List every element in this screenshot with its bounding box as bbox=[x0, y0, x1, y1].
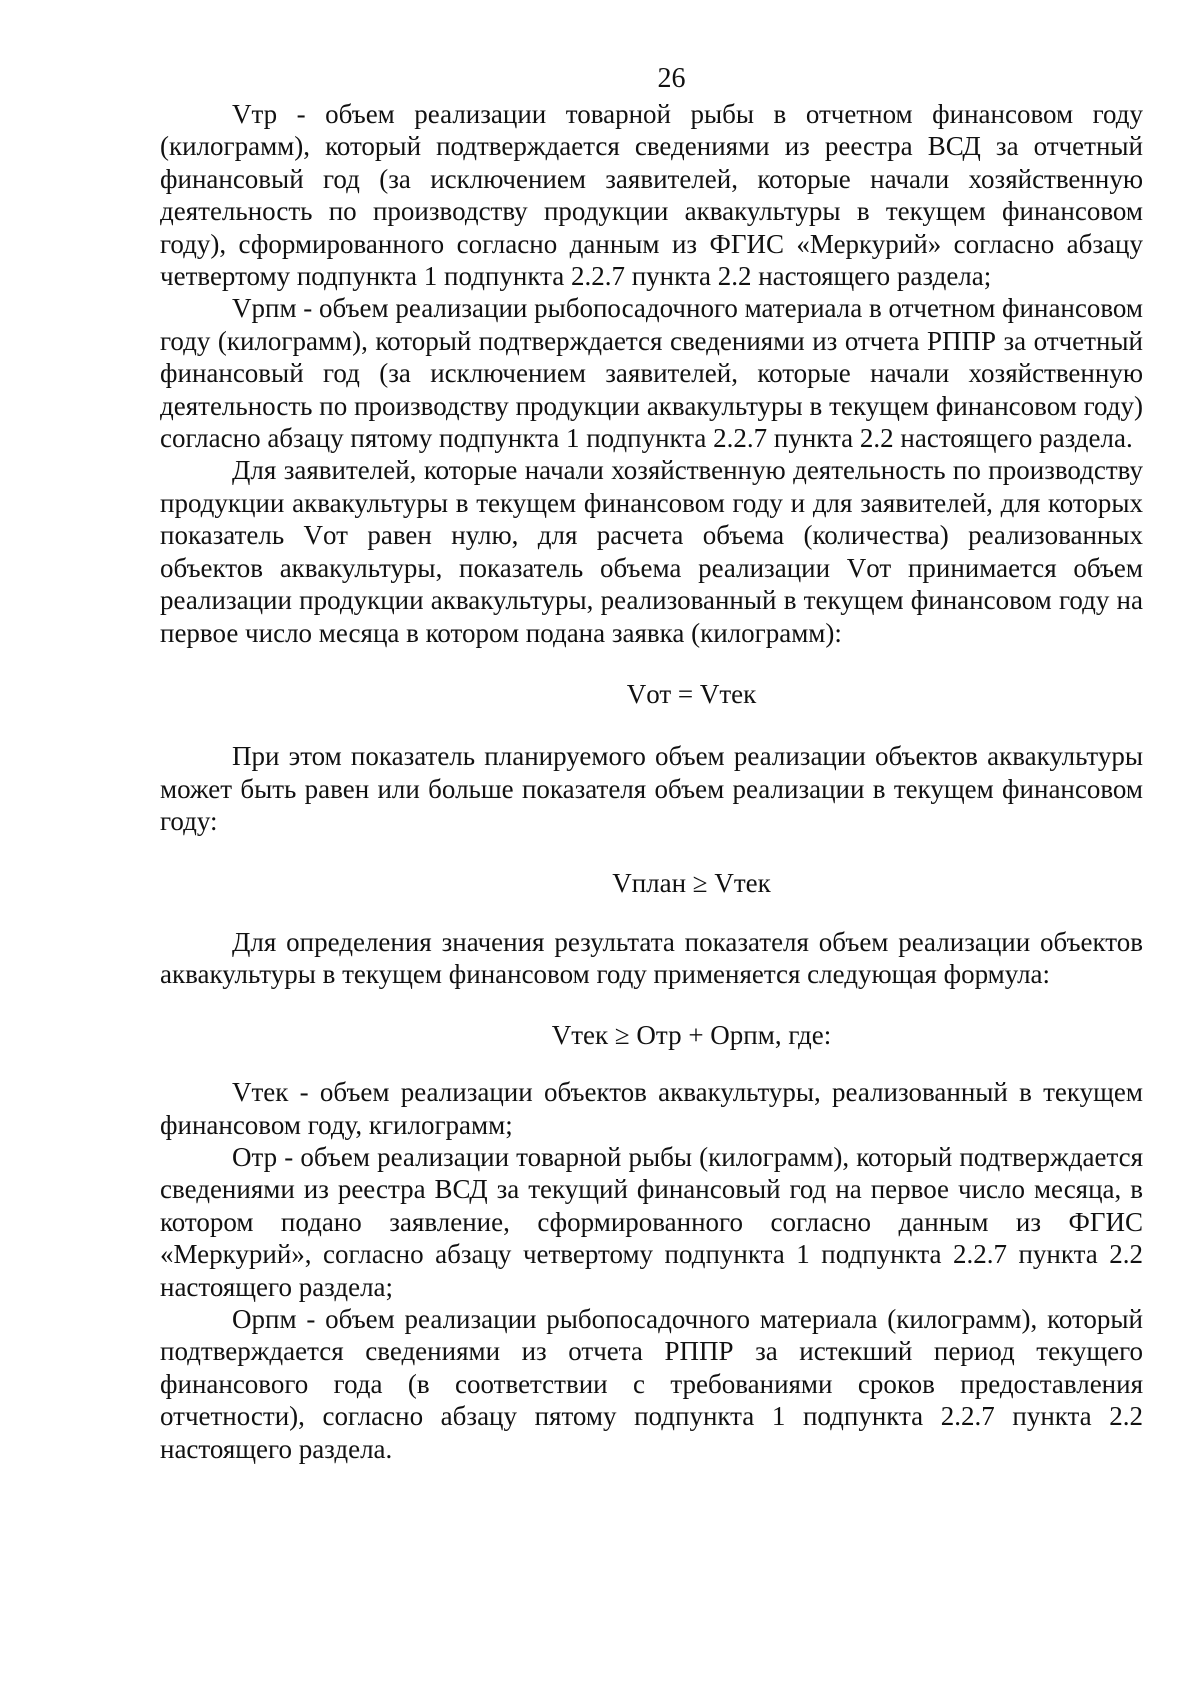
formula-vtek-ge-sum: Vтек ≥ Oтр + Oрпм, где: bbox=[551, 1019, 832, 1050]
document-page bbox=[160, 60, 1143, 1465]
paragraph-vtek-definition: Vтек - объем реализации объектов аквакультуры, реализованный в текущем финансовом году, кгилограмм; bbox=[160, 1077, 1143, 1140]
paragraph-formula-intro: Для определения значения результата показателя объем реализации объектов аквакультуры в текущем финансовом году применяется следующая формула: bbox=[160, 926, 1143, 990]
paragraph-vtr-definition: Vтр - объем реализации товарной рыбы в отчетном финансовом году (килограмм), который подтверждается сведениями из реестра ВСД за отчетный финансовый год (за исключением заявителей, которые начали хозяйственную деятельность по производству продукции аквакультуры в текущем финансовом году), сформированного согласно данным из ФГИС «Меркурий» согласно абзацу четвертому подпункта 1 подпункта 2.2.7 пункта 2.2 настоящего раздела; bbox=[160, 99, 1143, 292]
formula-vot-equals-vtek: Vот = Vтек bbox=[626, 678, 757, 709]
paragraph-planned-volume: При этом показатель планируемого объем реализации объектов аквакультуры может быть равен или больше показателя объем реализации в текущем финансовом году: bbox=[160, 741, 1143, 837]
paragraph-vrpm-definition: Vрпм - объем реализации рыбопосадочного материала в отчетном финансовом году (килограмм), который подтверждается сведениями из отчета РППР за отчетный финансовый год (за исключением заявителей, которые начали хозяйственную деятельность по производству продукции аквакультуры в текущем финансовом году) согласно абзацу пятому подпункта 1 подпункта 2.2.7 пункта 2.2 настоящего раздела. bbox=[160, 293, 1143, 454]
page-number: 26 bbox=[657, 63, 686, 94]
paragraph-otr-definition: Oтр - объем реализации товарной рыбы (килограмм), который подтверждается сведениями из реестра ВСД за текущий финансовый год на первое число месяца, в котором подано заявление, сформированного согласно данным из ФГИС «Меркурий», согласно абзацу четвертому подпункта 1 подпункта 2.2.7 пункта 2.2 настоящего раздела; bbox=[160, 1141, 1143, 1302]
paragraph-new-applicants: Для заявителей, которые начали хозяйственную деятельность по производству продукции аквакультуры в текущем финансовом году и для заявителей, для которых показатель Vот равен нулю, для расчета объема (количества) реализованных объектов аквакультуры, показатель объема реализации Vот принимается объем реализации продукции аквакультуры, реализованный в текущем финансовом году на первое число месяца в котором подана заявка (килограмм): bbox=[160, 455, 1143, 648]
paragraph-orpm-definition: Oрпм - объем реализации рыбопосадочного материала (килограмм), который подтверждается сведениями из отчета РППР за истекший период текущего финансового года (в соответствии с требованиями сроков предоставления отчетности), согласно абзацу пятому подпункта 1 подпункта 2.2.7 пункта 2.2 настоящего раздела. bbox=[160, 1304, 1143, 1464]
formula-vplan-ge-vtek: Vплан ≥ Vтек bbox=[612, 867, 771, 898]
